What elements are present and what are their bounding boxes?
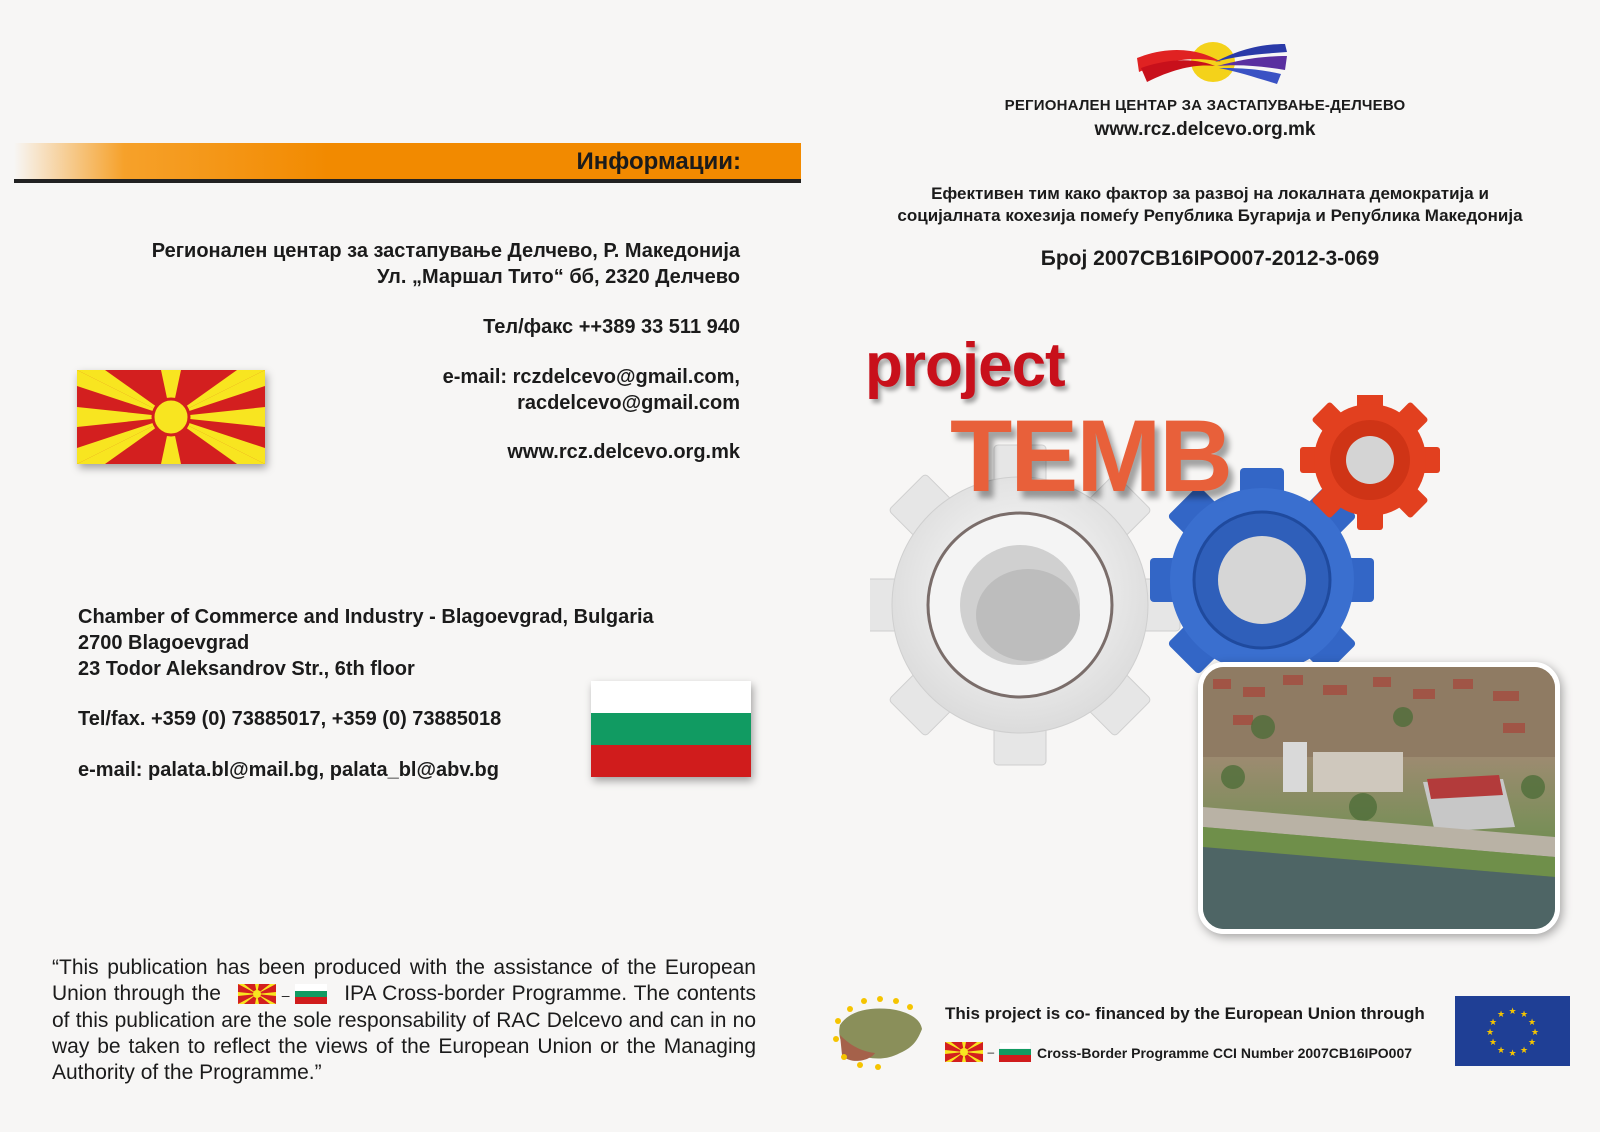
cbp-bulgaria-flag-icon: [999, 1042, 1031, 1062]
bg-org-line1: Chamber of Commerce and Industry - Blagoevgrad, Bulgaria: [78, 606, 654, 628]
info-heading-bar: [14, 143, 801, 183]
cbp-mini-flags: –: [945, 1042, 1031, 1062]
mini-macedonia-flag-icon: [238, 984, 276, 1004]
subtitle-line1: Ефективен тим како фактор за развој на локалната демократија и: [931, 184, 1489, 203]
mk-bg-mini-flags: –: [238, 981, 327, 1008]
mk-org-emails: [443, 364, 740, 416]
svg-text:★: ★: [1519, 1046, 1529, 1056]
cross-border-map-icon: [830, 995, 930, 1070]
svg-text:★: ★: [1519, 1010, 1529, 1020]
svg-text:★: ★: [1508, 1007, 1517, 1017]
info-heading: Информации:: [576, 148, 741, 175]
eu-flag-icon: [1455, 996, 1570, 1066]
mk-org-address: [152, 238, 740, 290]
org-url: www.rcz.delcevo.org.mk: [1094, 119, 1316, 140]
svg-text:★: ★: [1496, 1046, 1506, 1056]
disclaimer-part1: “This publication has been produced with the assistance of the European Union through the: [52, 956, 756, 1006]
mini-bulgaria-flag-icon: [295, 984, 327, 1004]
svg-text:★: ★: [1488, 1018, 1498, 1028]
mk-org-line1: Регионален центар за застапување Делчево, Р. Македонија: [151, 240, 740, 262]
project-number: Број 2007CB16IPO007-2012-3-069: [1040, 247, 1380, 270]
svg-text:★: ★: [1527, 1038, 1537, 1048]
rcz-logo-icon: [1135, 38, 1290, 88]
temb-title: TEMB: [950, 399, 1231, 513]
svg-text:★: ★: [1488, 1038, 1498, 1048]
disclaimer-part2: IPA Cross-border Programme. The contents of this publication are the sole responsability of RAC Delcevo and can in no way be taken to reflect the views of the European Union or the Managing Authority of the Programme.”: [52, 982, 756, 1084]
cbp-text: Cross-Border Programme CCI Number 2007CB16IPO007: [1037, 1045, 1413, 1061]
town-aerial-photo: [1198, 662, 1560, 934]
mk-org-phone: Тел/факс ++389 33 511 940: [483, 316, 740, 338]
svg-text:★: ★: [1485, 1028, 1495, 1038]
mk-org-line2: Ул. „Маршал Тито“ бб, 2320 Делчево: [376, 266, 740, 288]
svg-text:★: ★: [1508, 1049, 1517, 1059]
mk-org-website: www.rcz.delcevo.org.mk: [507, 441, 740, 463]
svg-text:★: ★: [1496, 1010, 1506, 1020]
eu-disclaimer: [52, 955, 756, 1086]
red-gear-icon: [1300, 395, 1440, 530]
bg-org-address: [78, 604, 654, 682]
bg-org-line3: 23 Todor Aleksandrov Str., 6th floor: [78, 658, 415, 680]
svg-text:★: ★: [1527, 1018, 1537, 1028]
mk-email-2: racdelcevo@gmail.com: [517, 392, 740, 414]
org-name: РЕГИОНАЛЕН ЦЕНТАР ЗА ЗАСТАПУВАЊЕ-ДЕЛЧЕВО: [1004, 97, 1406, 114]
bg-org-line2: 2700 Blagoevgrad: [78, 632, 250, 654]
bulgaria-flag: [591, 681, 751, 777]
cofinanced-text: This project is co- financed by the European Union through: [945, 1004, 1425, 1023]
macedonia-flag: [77, 370, 265, 464]
bg-org-email: e-mail: palata.bl@mail.bg, palata_bl@abv.bg: [78, 759, 499, 781]
mk-email-1: e-mail: rczdelcevo@gmail.com,: [442, 366, 740, 388]
project-word: project: [865, 331, 1065, 400]
svg-text:★: ★: [1530, 1028, 1540, 1038]
project-subtitle: [830, 183, 1590, 227]
subtitle-line2: социјалната кохезија помеѓу Република Бугарија и Република Македонија: [897, 206, 1523, 225]
bg-org-phone: Tel/fax. +359 (0) 73885017, +359 (0) 73885018: [78, 708, 502, 730]
cbp-macedonia-flag-icon: [945, 1042, 983, 1062]
